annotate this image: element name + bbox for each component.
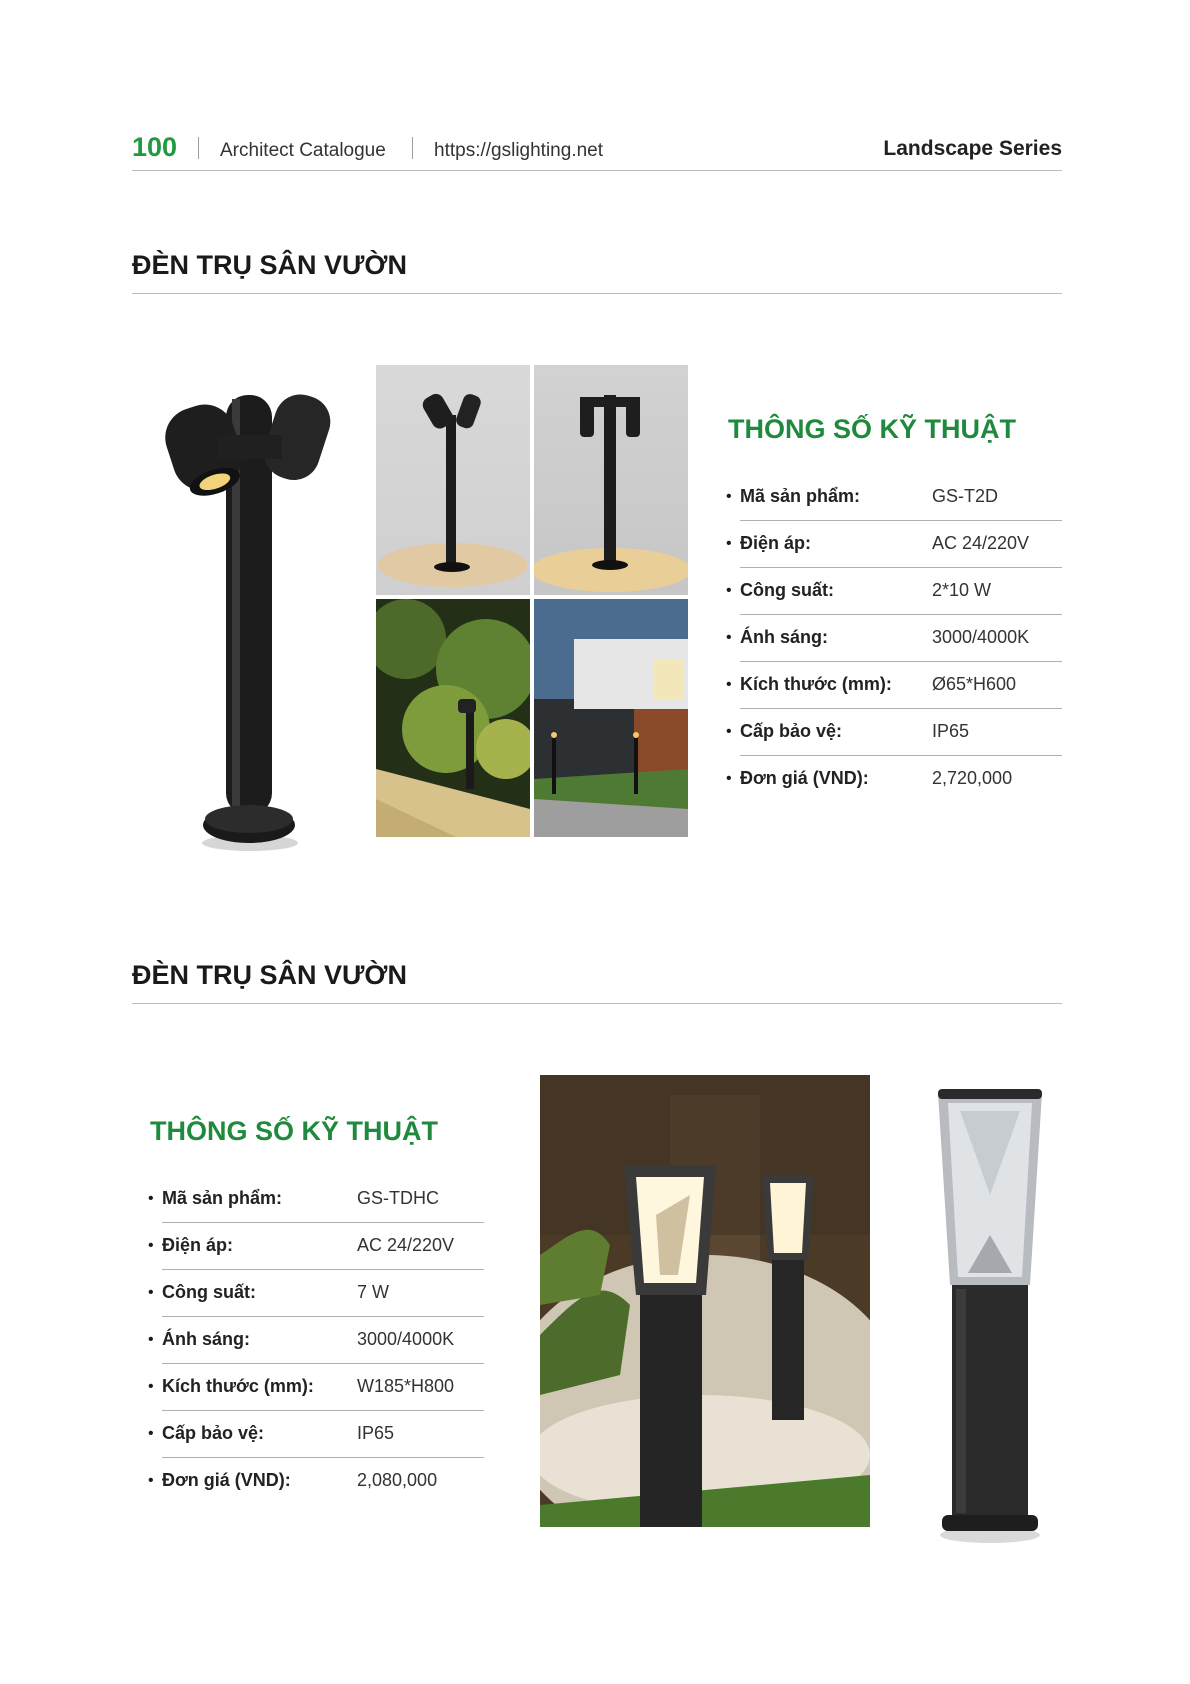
spec-label: Mã sản phẩm: [162,1188,283,1208]
spec-value: 3000/4000K [932,627,1030,647]
bullet-icon: • [726,488,732,505]
spec-value: Ø65*H600 [932,674,1017,694]
spec-row [726,615,1062,662]
spec-label: Đơn giá (VND): [162,1470,291,1490]
spec-row [148,1317,484,1364]
spec-value: GS-T2D [932,486,999,506]
product-image-gs-t2d [150,375,350,855]
spec-label: Cấp bảo vệ: [162,1423,265,1443]
spec-value: 7 W [357,1282,390,1302]
spec-value: W185*H800 [357,1376,455,1396]
spec-label: Công suất: [162,1282,256,1302]
spec-row [726,662,1062,709]
bullet-icon: • [148,1190,154,1207]
spec-value: AC 24/220V [932,533,1030,553]
spec-label: Cấp bảo vệ: [740,721,843,741]
product-photo-house [534,599,688,837]
spec-title: THÔNG SỐ KỸ THUẬT [728,414,1016,444]
spec-row [148,1411,484,1458]
spec-label: Kích thước (mm): [162,1376,314,1396]
bullet-icon: • [726,770,732,787]
spec-value: AC 24/220V [357,1235,455,1255]
spec-value: 2,720,000 [932,768,1013,788]
spec-value: GS-TDHC [357,1188,439,1208]
spec-value: 2*10 W [932,580,992,600]
spec-label: Ánh sáng: [162,1329,250,1349]
spec-value: 3000/4000K [357,1329,455,1349]
website-link[interactable]: https://gslighting.net [434,140,603,161]
product-photo-garden-night [540,1075,870,1527]
spec-row [726,521,1062,568]
product-photo-garden [376,599,530,837]
spec-label: Kích thước (mm): [740,674,892,694]
bullet-icon: • [148,1331,154,1348]
spec-list-gs-t2d [726,474,1062,802]
header-divider [198,137,199,159]
product-photo-studio-1 [376,365,530,595]
spec-title: THÔNG SỐ KỸ THUẬT [150,1116,438,1146]
bullet-icon: • [148,1237,154,1254]
product-photo-studio-2 [534,365,688,595]
spec-row [726,474,1062,521]
bullet-icon: • [148,1472,154,1489]
spec-row [726,709,1062,756]
spec-label: Công suất: [740,580,834,600]
bullet-icon: • [148,1378,154,1395]
spec-label: Điện áp: [740,533,812,553]
page-header [132,128,1062,171]
spec-value: IP65 [357,1423,395,1443]
spec-row [726,756,1062,802]
section-title: ĐÈN TRỤ SÂN VƯỜN [132,250,1062,294]
spec-row [148,1223,484,1270]
bullet-icon: • [726,723,732,740]
header-divider [412,137,413,159]
spec-value: 2,080,000 [357,1470,438,1490]
spec-row [148,1458,484,1504]
spec-row [148,1364,484,1411]
spec-row [148,1176,484,1223]
product-image-gs-tdhc [930,1085,1050,1545]
page-number: 100 [132,132,178,162]
spec-row [148,1270,484,1317]
spec-label: Đơn giá (VND): [740,768,869,788]
bullet-icon: • [148,1284,154,1301]
spec-label: Điện áp: [162,1235,234,1255]
bullet-icon: • [726,629,732,646]
spec-label: Mã sản phẩm: [740,486,861,506]
spec-row [726,568,1062,615]
spec-label: Ánh sáng: [740,627,828,647]
spec-list-gs-tdhc [148,1176,484,1504]
bullet-icon: • [726,535,732,552]
bullet-icon: • [726,676,732,693]
bullet-icon: • [726,582,732,599]
bullet-icon: • [148,1425,154,1442]
section-title: ĐÈN TRỤ SÂN VƯỜN [132,960,1062,1004]
catalogue-name: Architect Catalogue [220,140,386,161]
spec-value: IP65 [932,721,970,741]
series-name: Landscape Series [883,137,1062,160]
